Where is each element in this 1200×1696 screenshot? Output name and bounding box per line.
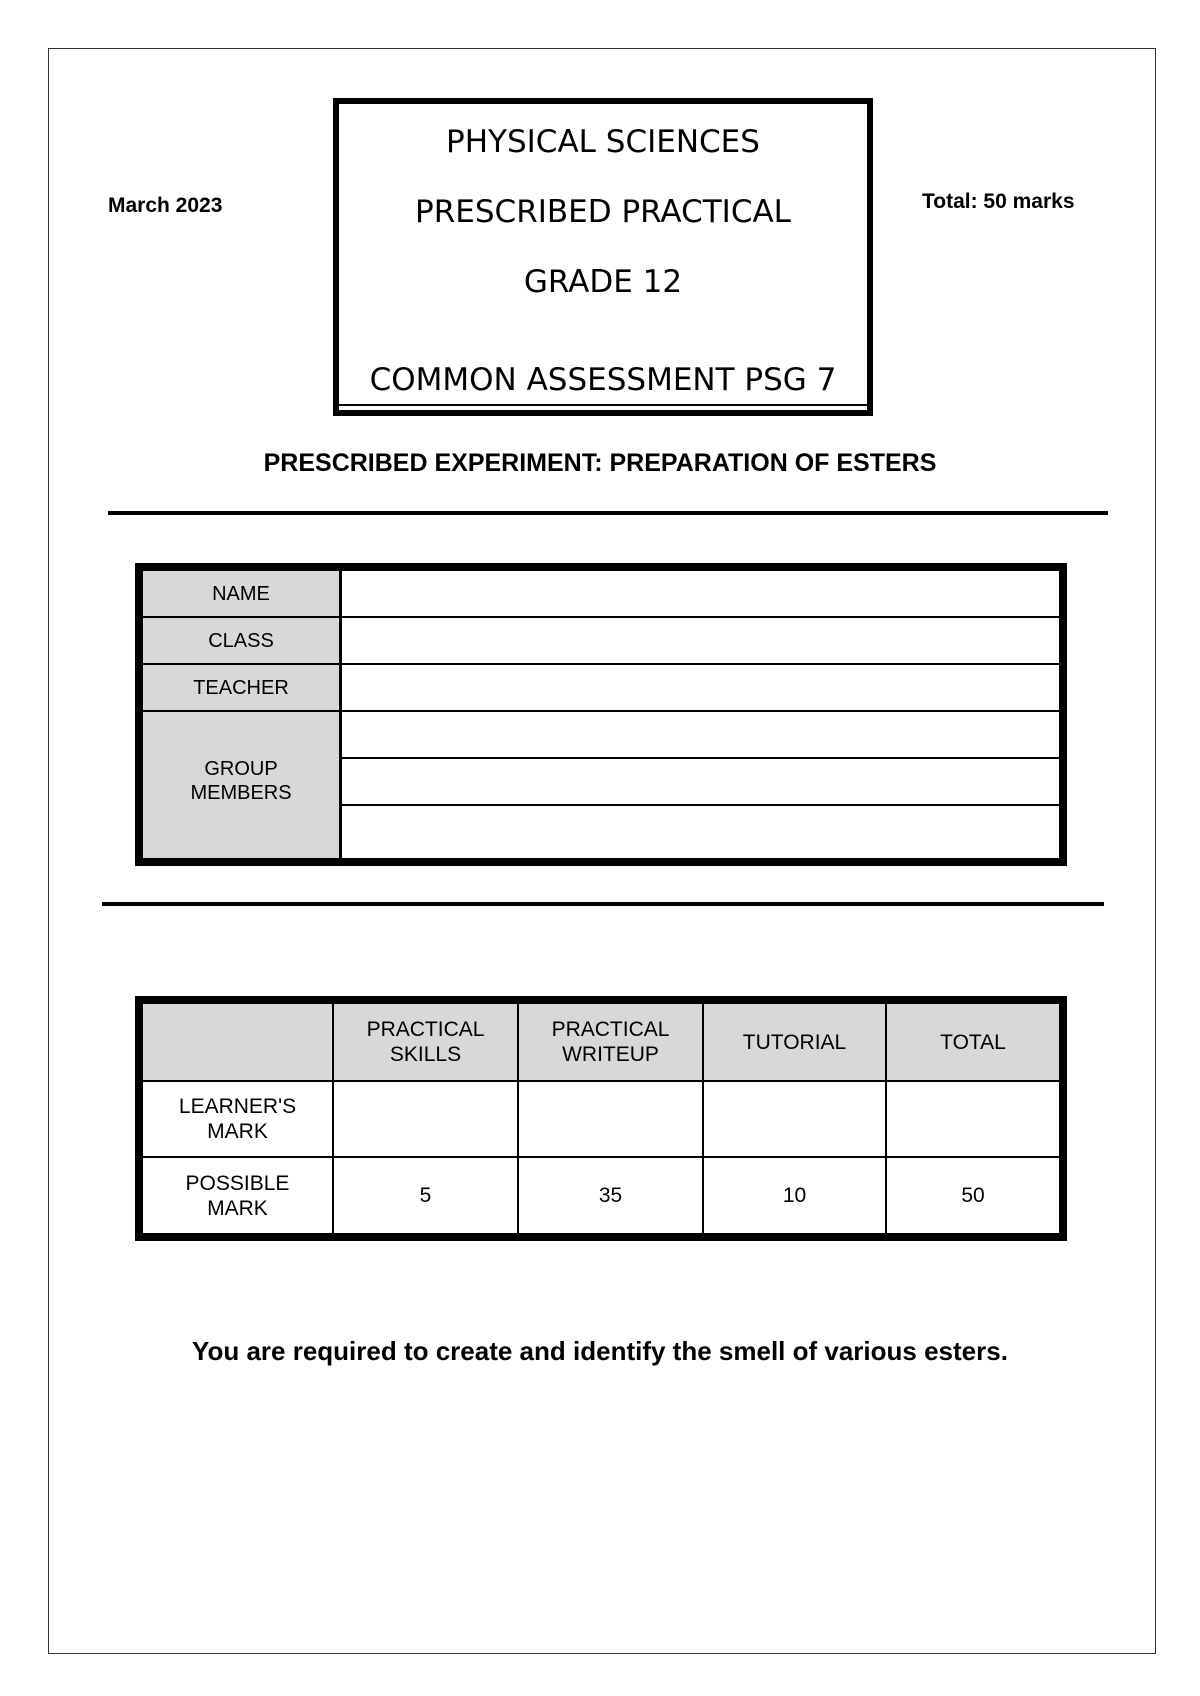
possible-skills-cell: 5 [419, 1184, 432, 1207]
title-grade: GRADE 12 [523, 264, 683, 300]
instruction-text: You are required to create and identify the smell of various esters. [192, 1336, 1008, 1366]
possible-tutorial-cell: 10 [782, 1184, 807, 1207]
learner-info-table [135, 563, 1067, 866]
title-practical: PRESCRIBED PRACTICAL [415, 194, 791, 230]
assessment-date: March 2023 [108, 194, 223, 217]
teacher-label: TEACHER [193, 677, 289, 699]
header-blank [143, 1004, 332, 1080]
title-box-inner-line [339, 404, 867, 406]
total-marks: Total: 50 marks [922, 190, 1075, 213]
experiment-title: PRESCRIBED EXPERIMENT: PREPARATION OF ESTERS [263, 449, 937, 477]
learners-mark-label: LEARNER'S MARK [178, 1095, 297, 1143]
name-label: NAME [212, 583, 270, 605]
divider-bottom [102, 902, 1104, 906]
possible-writeup-cell: 35 [598, 1184, 623, 1207]
learner-tutorial-cell [704, 1082, 885, 1156]
possible-total-cell: 50 [961, 1184, 985, 1207]
title-subject: PHYSICAL SCIENCES [446, 124, 760, 160]
group-members-label: GROUP MEMBERS [190, 758, 292, 804]
title-assessment: COMMON ASSESSMENT PSG 7 [369, 362, 837, 398]
learner-writeup-cell [519, 1082, 702, 1156]
info-row-divider [143, 710, 1059, 712]
title-box [333, 98, 873, 416]
learner-skills-cell [334, 1082, 517, 1156]
possible-mark-label: POSSIBLE MARK [185, 1171, 290, 1220]
learner-total-cell [887, 1082, 1059, 1156]
header-tutorial: TUTORIAL [742, 1030, 847, 1054]
class-label: CLASS [208, 630, 274, 652]
group-member-line [342, 757, 1059, 759]
info-row-divider [143, 616, 1059, 618]
info-label-column [143, 571, 342, 858]
header-practical-writeup: PRACTICAL WRITEUP [551, 1018, 670, 1066]
info-row-divider [143, 663, 1059, 665]
mark-table [135, 996, 1067, 1241]
header-practical-skills: PRACTICAL SKILLS [366, 1018, 485, 1066]
group-member-line [342, 804, 1059, 806]
header-total: TOTAL [940, 1030, 1006, 1054]
divider-top [108, 511, 1108, 515]
